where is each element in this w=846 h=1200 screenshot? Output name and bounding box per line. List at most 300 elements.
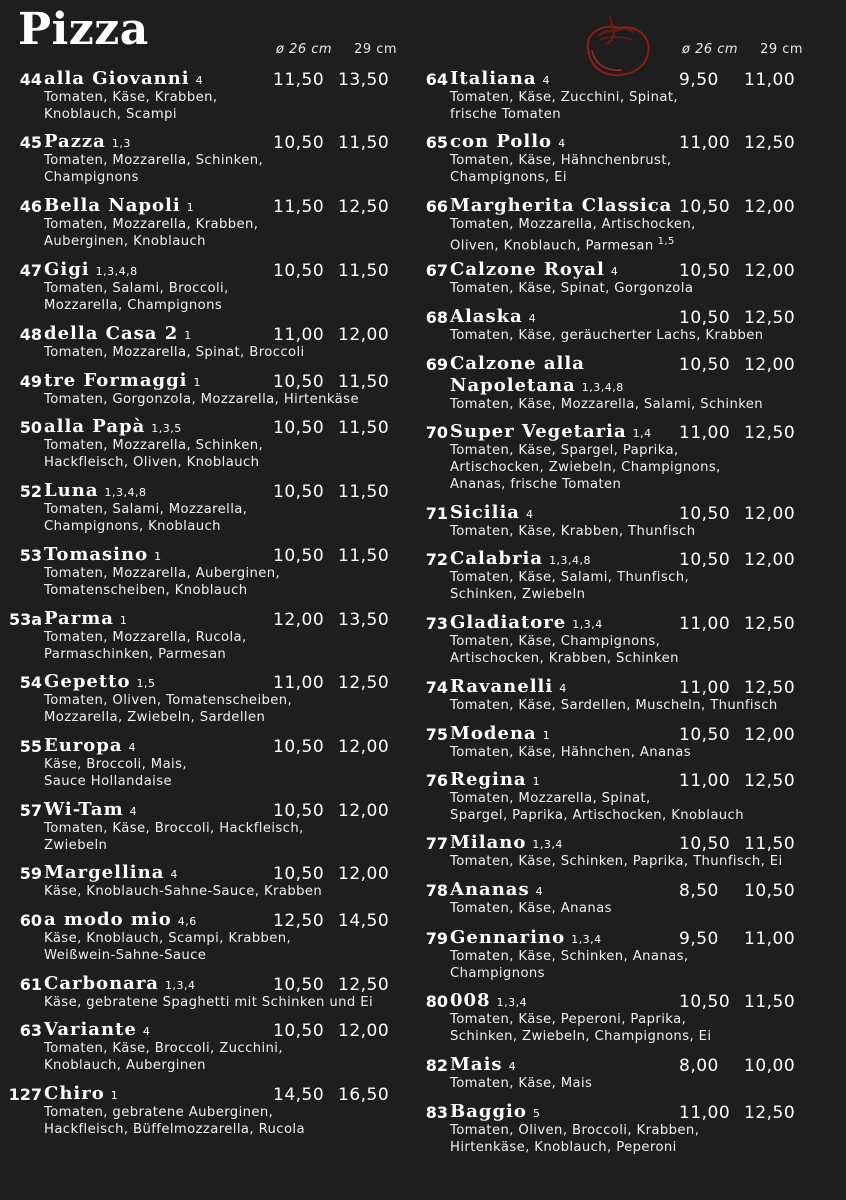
item-description (44, 756, 187, 790)
item-description (450, 697, 778, 714)
item-description (450, 89, 678, 123)
item-name-text: Mais (450, 1054, 503, 1075)
size-small-label: ø 26 cm (682, 42, 739, 57)
item-name (44, 608, 127, 629)
price-26cm: 10,50 (679, 550, 731, 570)
item-name-text: tre Formaggi (44, 370, 188, 391)
item-name (450, 612, 603, 633)
price-26cm: 11,00 (679, 771, 731, 791)
allergen-codes: 1,5 (136, 677, 156, 690)
price-26cm: 12,00 (273, 610, 325, 630)
description-line: Tomaten, Salami, Broccoli, (44, 281, 229, 296)
item-number: 60 (19, 911, 42, 930)
price-29cm: 12,00 (338, 801, 390, 821)
item-number: 45 (19, 133, 42, 152)
item-number: 44 (19, 70, 42, 89)
item-number: 74 (425, 678, 448, 697)
allergen-codes: 1 (119, 614, 128, 627)
price-29cm: 12,00 (338, 325, 390, 345)
item-description (450, 1011, 711, 1045)
item-name-text: Margherita Classica (450, 195, 673, 216)
description-line: Tomaten, Mozzarella, Rucola, (44, 630, 247, 645)
item-name-text: Super Vegetaria (450, 421, 627, 442)
item-number: 66 (425, 197, 448, 216)
allergen-codes: 1,3,4 (164, 979, 196, 992)
description-line: Champignons (44, 170, 139, 185)
allergen-codes: 4 (535, 885, 544, 898)
allergen-codes: 1,4 (632, 427, 652, 440)
price-29cm: 12,00 (744, 261, 796, 281)
item-description (450, 790, 744, 824)
allergen-codes: 1,3,4,8 (95, 265, 138, 278)
item-description (450, 1122, 699, 1156)
item-description (450, 152, 671, 186)
price-26cm: 8,50 (679, 881, 719, 901)
price-29cm: 10,50 (744, 881, 796, 901)
price-29cm: 12,50 (744, 1103, 796, 1123)
description-line: Tomaten, Salami, Mozzarella, (44, 502, 248, 517)
description-line: Knoblauch, Auberginen (44, 1058, 206, 1073)
description-line: Tomaten, Gorgonzola, Mozzarella, Hirtenkäse (44, 392, 359, 407)
price-29cm: 11,50 (338, 546, 390, 566)
description-line: Tomaten, Käse, Krabben, Thunfisch (450, 524, 696, 539)
description-line: Oliven, Knoblauch, Parmesan $^{1,5}$ (450, 236, 675, 254)
item-name-text: Luna (44, 480, 99, 501)
description-line: Auberginen, Knoblauch (44, 234, 206, 249)
description-line: Tomaten, Käse, Broccoli, Hackfleisch, (44, 821, 304, 836)
description-line: frische Tomaten (450, 107, 561, 122)
price-29cm: 12,50 (744, 308, 796, 328)
item-number: 69 (425, 355, 448, 374)
item-name (450, 879, 543, 900)
description-line: Tomaten, Käse, Champignons, (450, 634, 661, 649)
item-name (450, 832, 563, 853)
allergen-codes: 4 (128, 741, 137, 754)
item-number: 80 (425, 992, 448, 1011)
description-line: Tomaten, Käse, Zucchini, Spinat, (450, 90, 679, 105)
item-description (450, 396, 763, 413)
description-line: Tomaten, Käse, Hähnchenbrust, (450, 153, 672, 168)
price-26cm: 11,00 (679, 614, 731, 634)
price-26cm: 10,50 (679, 197, 731, 217)
item-name-text: Sicilia (450, 502, 520, 523)
allergen-codes: 1,3,4,8 (104, 486, 147, 499)
item-number: 55 (19, 737, 42, 756)
description-line: Tomaten, Käse, Peperoni, Paprika, (450, 1012, 687, 1027)
item-description (44, 820, 304, 854)
item-number: 68 (425, 308, 448, 327)
item-name (450, 353, 585, 374)
description-line: Tomatenscheiben, Knoblauch (44, 583, 248, 598)
allergen-codes: 4 (542, 74, 550, 87)
item-name-text: Napoletana (450, 375, 576, 396)
item-name (450, 195, 672, 216)
price-29cm: 12,00 (744, 725, 796, 745)
allergen-codes: 4 (525, 508, 534, 521)
price-26cm: 10,50 (679, 504, 731, 524)
item-description (44, 883, 322, 900)
item-name (44, 544, 162, 565)
item-description (44, 565, 280, 599)
item-name-text: Calabria (450, 548, 544, 569)
price-26cm: 10,50 (679, 992, 731, 1012)
description-line: Sauce Hollandaise (44, 774, 173, 789)
item-description (44, 216, 258, 250)
description-line: Tomaten, Käse, Mais (450, 1076, 593, 1091)
price-29cm: 14,50 (338, 911, 390, 931)
description-line: Tomaten, Käse, Schinken, Ananas, (450, 949, 689, 964)
price-26cm: 11,00 (679, 1103, 731, 1123)
item-name-text: Chiro (44, 1083, 105, 1104)
item-name-text: Ananas (450, 879, 530, 900)
price-29cm: 11,50 (744, 992, 796, 1012)
item-description (44, 89, 217, 123)
allergen-codes: 4 (528, 312, 537, 325)
item-name-text: Bella Napoli (44, 195, 181, 216)
item-name (44, 735, 136, 756)
item-name-text: Tomasino (44, 544, 149, 565)
item-name-text: Italiana (450, 68, 537, 89)
item-description (450, 523, 696, 540)
item-name (450, 502, 533, 523)
item-number: 77 (425, 834, 448, 853)
item-description (450, 280, 693, 297)
item-name-text: Milano (450, 832, 527, 853)
description-line: Artischocken, Zwiebeln, Champignons, (450, 460, 721, 475)
item-name (450, 990, 527, 1011)
item-name-text: a modo mio (44, 909, 172, 930)
description-line: Käse, Knoblauch-Sahne-Sauce, Krabben (44, 884, 323, 899)
description-line: Knoblauch, Scampi (44, 107, 177, 122)
description-line: Hirtenkäse, Knoblauch, Peperoni (450, 1140, 677, 1155)
item-description (44, 1104, 305, 1138)
allergen-codes: 1,3,4 (532, 838, 563, 851)
item-number: 53a (8, 610, 42, 629)
item-name (450, 676, 567, 697)
item-name (450, 723, 550, 744)
item-name-text: Carbonara (44, 973, 159, 994)
size-large-label: 29 cm (354, 42, 398, 57)
item-name-text: Gepetto (44, 671, 131, 692)
item-name-text: Gladiatore (450, 612, 567, 633)
item-name (44, 909, 197, 930)
item-name (44, 370, 201, 391)
item-name (450, 548, 591, 569)
price-26cm: 10,50 (273, 864, 325, 884)
description-line: Tomaten, Käse, Krabben, (44, 90, 218, 105)
item-number: 83 (425, 1103, 448, 1122)
item-description (44, 437, 263, 471)
item-name (450, 421, 652, 442)
allergen-codes: 1 (542, 729, 551, 742)
item-description (450, 327, 764, 344)
allergen-codes: 1,3,4,8 (581, 381, 624, 394)
item-name-line2 (450, 375, 624, 396)
allergen-codes: 1,5 (657, 236, 675, 247)
item-description (44, 391, 359, 408)
price-29cm: 11,00 (744, 70, 796, 90)
item-description (44, 344, 305, 361)
allergen-codes: 1 (184, 329, 192, 342)
price-29cm: 12,00 (338, 864, 390, 884)
item-description (450, 900, 612, 917)
item-name (450, 259, 618, 280)
price-26cm: 12,50 (273, 911, 325, 931)
description-line: Champignons, Ei (450, 170, 567, 185)
price-29cm: 12,00 (744, 355, 796, 375)
price-26cm: 10,50 (273, 133, 325, 153)
item-number: 53 (19, 546, 42, 565)
description-line: Mozzarella, Champignons (44, 298, 223, 313)
price-26cm: 10,50 (273, 482, 325, 502)
allergen-codes: 5 (532, 1107, 541, 1120)
description-line: Tomaten, Käse, Salami, Thunfisch, (450, 570, 690, 585)
description-line: Ananas, frische Tomaten (450, 477, 622, 492)
price-26cm: 10,50 (679, 261, 731, 281)
description-line: Champignons, Knoblauch (44, 519, 221, 534)
allergen-codes: 4 (558, 137, 566, 150)
item-name-text: della Casa 2 (44, 323, 179, 344)
allergen-codes: 1 (532, 775, 541, 788)
item-number: 59 (19, 864, 42, 883)
price-29cm: 12,50 (744, 771, 796, 791)
item-name (450, 927, 602, 948)
description-line: Hackfleisch, Büffelmozzarella, Rucola (44, 1122, 305, 1137)
price-26cm: 10,50 (273, 372, 325, 392)
item-name-text: alla Giovanni (44, 68, 190, 89)
item-name-text: Margellina (44, 862, 165, 883)
item-name-text: Wi-Tam (44, 799, 124, 820)
item-name-text: 008 (450, 990, 491, 1011)
item-number: 49 (19, 372, 42, 391)
description-line: Tomaten, Käse, Ananas (450, 901, 612, 916)
price-29cm: 12,50 (338, 197, 390, 217)
item-name (44, 480, 146, 501)
item-name (450, 131, 566, 152)
description-line: Tomaten, Mozzarella, Spinat, Broccoli (44, 345, 305, 360)
price-29cm: 16,50 (338, 1085, 390, 1105)
allergen-codes: 1,3,4,8 (549, 554, 592, 567)
size-large-label: 29 cm (760, 42, 804, 57)
item-name-text: Europa (44, 735, 123, 756)
description-line: Tomaten, gebratene Auberginen, (44, 1105, 274, 1120)
item-name-text: Ravanelli (450, 676, 554, 697)
description-line: Tomaten, Mozzarella, Schinken, (44, 153, 264, 168)
price-26cm: 10,50 (273, 737, 325, 757)
description-line: Tomaten, Käse, Mozzarella, Salami, Schinken (450, 397, 764, 412)
description-line: Tomaten, Käse, geräucherter Lachs, Krabben (450, 328, 764, 343)
item-number: 48 (19, 325, 42, 344)
price-26cm: 11,00 (679, 133, 731, 153)
item-number: 61 (19, 975, 42, 994)
item-name (44, 799, 137, 820)
item-name-text: Gigi (44, 259, 90, 280)
item-number: 73 (425, 614, 448, 633)
item-name (44, 973, 195, 994)
price-26cm: 10,50 (273, 418, 325, 438)
item-name (44, 195, 194, 216)
price-26cm: 14,50 (273, 1085, 325, 1105)
item-name (450, 306, 536, 327)
item-description (44, 930, 291, 964)
description-line: Tomaten, Oliven, Tomatenscheiben, (44, 693, 293, 708)
item-name (44, 671, 156, 692)
price-26cm: 10,50 (273, 975, 325, 995)
price-26cm: 10,50 (679, 355, 731, 375)
item-description (44, 692, 292, 726)
description-line: Spargel, Paprika, Artischocken, Knoblauch (450, 808, 744, 823)
description-line: Tomaten, Käse, Hähnchen, Ananas (450, 745, 692, 760)
allergen-codes: 4 (142, 1025, 151, 1038)
price-29cm: 12,00 (744, 197, 796, 217)
item-name (44, 68, 203, 89)
item-name (450, 769, 540, 790)
item-number: 50 (19, 418, 42, 437)
description-line: Tomaten, Käse, Spinat, Gorgonzola (450, 281, 694, 296)
allergen-codes: 4 (129, 805, 138, 818)
item-name-text: Pazza (44, 131, 106, 152)
allergen-codes: 4 (610, 265, 619, 278)
allergen-codes: 4,6 (177, 915, 197, 928)
price-29cm: 13,50 (338, 610, 390, 630)
item-description (450, 948, 689, 982)
description-line: Tomaten, Mozzarella, Spinat, (450, 791, 651, 806)
description-line: Parmaschinken, Parmesan (44, 647, 227, 662)
price-29cm: 12,50 (744, 133, 796, 153)
allergen-codes: 1,3,4 (572, 618, 603, 631)
price-29cm: 11,00 (744, 929, 796, 949)
item-description (450, 853, 783, 870)
price-29cm: 12,00 (338, 737, 390, 757)
item-name (44, 131, 131, 152)
item-name-text: con Pollo (450, 131, 553, 152)
item-description (44, 280, 229, 314)
description-line: Tomaten, Mozzarella, Artischocken, (450, 217, 696, 232)
item-description (44, 994, 373, 1011)
price-26cm: 10,50 (273, 801, 325, 821)
price-26cm: 11,00 (273, 325, 325, 345)
item-name-text: Alaska (450, 306, 523, 327)
allergen-codes: 4 (559, 682, 567, 695)
item-number: 78 (425, 881, 448, 900)
item-name (450, 68, 550, 89)
price-26cm: 11,00 (679, 678, 731, 698)
menu-column-right (406, 0, 816, 1200)
description-line: Artischocken, Krabben, Schinken (450, 651, 679, 666)
description-line: Tomaten, Käse, Sardellen, Muscheln, Thunfisch (450, 698, 778, 713)
description-line: Käse, Knoblauch, Scampi, Krabben, (44, 931, 292, 946)
item-name (44, 862, 178, 883)
price-29cm: 13,50 (338, 70, 390, 90)
item-description (450, 569, 689, 603)
allergen-codes: 1 (110, 1089, 119, 1102)
item-description (450, 442, 721, 493)
item-name-text: Modena (450, 723, 537, 744)
item-description (450, 216, 696, 254)
price-29cm: 11,50 (744, 834, 796, 854)
price-29cm: 11,50 (338, 418, 390, 438)
price-29cm: 11,50 (338, 261, 390, 281)
description-line: Zwiebeln (44, 838, 108, 853)
item-name (450, 1054, 516, 1075)
price-26cm: 10,50 (273, 546, 325, 566)
price-29cm: 12,00 (744, 504, 796, 524)
item-name-text: Gennarino (450, 927, 566, 948)
item-name (44, 1019, 150, 1040)
description-line: Tomaten, Mozzarella, Krabben, (44, 217, 259, 232)
item-name-text: Baggio (450, 1101, 527, 1122)
price-26cm: 9,50 (679, 929, 719, 949)
price-29cm: 11,50 (338, 482, 390, 502)
item-number: 65 (425, 133, 448, 152)
item-name-text: Variante (44, 1019, 137, 1040)
price-29cm: 11,50 (338, 133, 390, 153)
description-line: Schinken, Zwiebeln (450, 587, 586, 602)
price-29cm: 12,00 (338, 1021, 390, 1041)
item-name (44, 259, 138, 280)
item-description (450, 1075, 592, 1092)
price-26cm: 11,00 (679, 423, 731, 443)
description-line: Tomaten, Mozzarella, Auberginen, (44, 566, 281, 581)
item-number: 47 (19, 261, 42, 280)
item-number: 64 (425, 70, 448, 89)
item-number: 70 (425, 423, 448, 442)
item-number: 54 (19, 673, 42, 692)
description-line: Käse, gebratene Spaghetti mit Schinken und Ei (44, 995, 374, 1010)
item-name-text: alla Papà (44, 416, 146, 437)
item-name (44, 1083, 118, 1104)
description-line: Tomaten, Mozzarella, Schinken, (44, 438, 264, 453)
price-29cm: 10,00 (744, 1056, 796, 1076)
description-line: Weißwein-Sahne-Sauce (44, 948, 207, 963)
item-number: 57 (19, 801, 42, 820)
item-number: 63 (19, 1021, 42, 1040)
price-29cm: 12,50 (338, 975, 390, 995)
item-description (44, 501, 247, 535)
allergen-codes: 1 (193, 376, 202, 389)
description-line: Tomaten, Oliven, Broccoli, Krabben, (450, 1123, 700, 1138)
item-number: 71 (425, 504, 448, 523)
description-line: Tomaten, Käse, Broccoli, Zucchini, (44, 1041, 283, 1056)
price-26cm: 11,50 (273, 197, 325, 217)
item-description (450, 744, 691, 761)
allergen-codes: 1,3 (111, 137, 131, 150)
allergen-codes: 4 (508, 1060, 517, 1073)
price-26cm: 10,50 (679, 725, 731, 745)
description-line: Mozzarella, Zwiebeln, Sardellen (44, 710, 266, 725)
page-title: Pizza (18, 4, 149, 55)
item-name-text: Regina (450, 769, 527, 790)
allergen-codes: 1 (154, 550, 162, 563)
item-description (44, 1040, 283, 1074)
size-small-label: ø 26 cm (276, 42, 333, 57)
price-26cm: 10,50 (273, 1021, 325, 1041)
price-26cm: 11,00 (273, 673, 325, 693)
item-description (450, 633, 679, 667)
allergen-codes: 4 (170, 868, 178, 881)
item-name-text: Calzone Royal (450, 259, 605, 280)
allergen-codes: 1,3,4 (571, 933, 602, 946)
item-number: 127 (8, 1085, 42, 1104)
item-description (44, 152, 263, 186)
allergen-codes: 1,3,5 (151, 422, 182, 435)
item-number: 82 (425, 1056, 448, 1075)
item-number: 67 (425, 261, 448, 280)
description-line: Tomaten, Käse, Spargel, Paprika, (450, 443, 679, 458)
item-name-text: Parma (44, 608, 114, 629)
description-line: Käse, Broccoli, Mais, (44, 757, 187, 772)
price-26cm: 8,00 (679, 1056, 719, 1076)
